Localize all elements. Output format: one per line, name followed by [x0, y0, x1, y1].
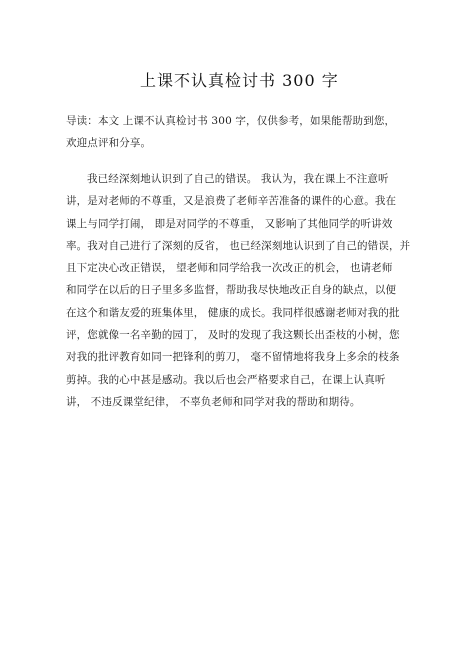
- body-line: 率。我对自己进行了深刻的反省， 也已经深刻地认识到了自己的错误，并: [66, 239, 411, 252]
- document-title: 上课不认真检讨书 300 字: [140, 71, 339, 90]
- body-line: 讲，是对老师的不尊重，又是浪费了老师辛苦准备的课件的心意。我在: [66, 195, 397, 208]
- body-line: 和同学在以后的日子里多多监督，帮助我尽快地改正自身的缺点，以便: [66, 284, 397, 297]
- body-line: 课上与同学打闹， 即是对同学的不尊重， 又影响了其他同学的听讲效: [66, 217, 393, 230]
- intro-line: 导读：本文 上课不认真检讨书 300 字，仅供参考，如果能帮助到您，: [66, 115, 396, 127]
- body-line: 讲， 不违反课堂纪律， 不辜负老师和同学对我的帮助和期待。: [66, 395, 361, 408]
- body-line: 评，您就像一名辛勤的园丁， 及时的发现了我这颗长出歪枝的小树，您: [66, 329, 400, 342]
- intro-line: 欢迎点评和分享。: [66, 137, 152, 150]
- body-line: 在这个和谐友爱的班集体里， 健康的成长。我同样很感谢老师对我的批: [66, 306, 400, 319]
- body-line: 我已经深刻地认识到了自己的错误。 我认为，我在课上不注意听: [87, 173, 389, 185]
- body-line: 对我的批评教育如同一把锋利的剪刀， 毫不留情地将我身上多余的枝条: [66, 351, 400, 364]
- body-line: 剪掉。我的心中甚是感动。我以后也会严格要求自己，在课上认真听: [66, 373, 386, 386]
- document-intro: [66, 110, 396, 155]
- document-body: [66, 168, 411, 413]
- body-line: 且下定决心改正错误， 望老师和同学给我一次改正的机会， 也请老师: [66, 262, 393, 275]
